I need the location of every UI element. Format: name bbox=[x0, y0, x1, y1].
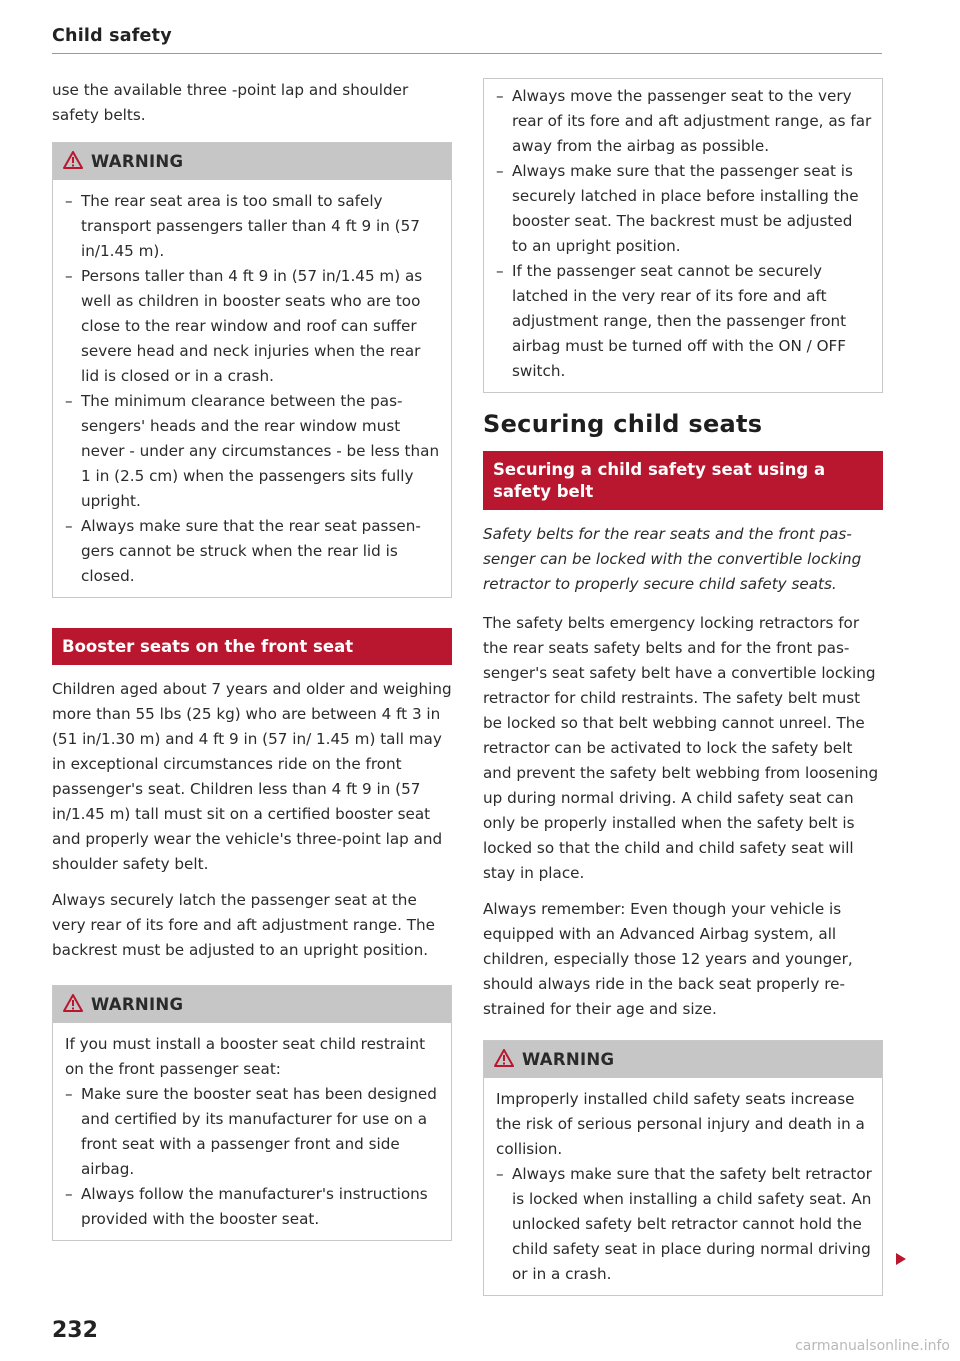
warning-triangle-icon bbox=[494, 1043, 514, 1080]
left-intro-paragraph: use the available three -point lap and shoulder safety belts. bbox=[52, 81, 409, 124]
warning-label: WARNING bbox=[91, 152, 184, 171]
warning-label: WARNING bbox=[522, 1050, 615, 1069]
retractor-paragraph: The safety belts emergency locking retractors for the rear seats safety belts and for the front passenger's seat safety belt have a convertible locking retractor for child restraints. The safety belt must be locked so that belt webbing cannot unreel. The retractor can be activated to lock the safety belt and prevent the safety belt webbing from loosening up during normal driving. A child safety seat can only be properly installed when the safety belt is locked so that the child and child safety seat will stay in place. bbox=[483, 614, 879, 882]
warning-box-continued bbox=[483, 78, 883, 393]
warning-item: – The rear seat area is too small to safely transport passengers taller than 4 ft 9 in (57 in/1.45 m). bbox=[65, 192, 420, 260]
warning-item: – Make sure the booster seat has been designed and certified by its manufacturer for use on a front seat with a passenger front and side airbag. bbox=[65, 1085, 437, 1178]
sub-heading-safety-belt: Securing a child safety seat using a safety belt bbox=[483, 451, 883, 510]
warning-intro: Improperly installed child safety seats increase the risk of serious personal injury and death in a collision. bbox=[496, 1090, 865, 1158]
warning-item: – Always move the passenger seat to the very rear of its fore and aft adjustment range, as far away from the airbag as possible. bbox=[496, 87, 872, 155]
right-column bbox=[483, 78, 883, 1318]
warning-body bbox=[484, 1078, 882, 1295]
warning-box-rear-seat bbox=[52, 142, 452, 598]
warning-item: – Always make sure that the rear seat passengers cannot be struck when the rear lid is closed. bbox=[65, 517, 421, 585]
warning-body bbox=[53, 180, 451, 597]
warning-item: – If the passenger seat cannot be securely latched in the very rear of its fore and aft adjustment range, then the passenger front airbag must be turned off with the ON / OFF switch. bbox=[496, 262, 847, 380]
page-header bbox=[52, 26, 882, 46]
header-title: Child safety bbox=[52, 26, 172, 46]
section-heading-booster-seats: Booster seats on the front seat bbox=[52, 628, 452, 665]
booster-paragraph-1: Children aged about 7 years and older and weighing more than 55 lbs (25 kg) who are between 4 ft 3 in (51 in/1.30 m) and 4 ft 9 in (57 in/ 1.45 m) tall may in exceptional circumstances ride on the front passenger's seat. Children less than 4 ft 9 in (57 in/1.45 m) tall must sit on a certified booster seat and properly wear the vehicle's three-point lap and shoulder safety belt. bbox=[52, 680, 452, 873]
warning-header bbox=[53, 143, 451, 180]
header-divider bbox=[52, 53, 882, 54]
warning-body bbox=[53, 1023, 451, 1240]
warning-triangle-icon bbox=[63, 988, 83, 1025]
remember-paragraph: Always remember: Even though your vehicle is equipped with an Advanced Airbag system, all children, especially those 12 years and younger, should always ride in the back seat properly restrained for their age and size. bbox=[483, 900, 853, 1018]
warning-item: – Always make sure that the safety belt retractor is locked when installing a child safety seat. An unlocked safety belt retractor cannot hold the child safety seat in place during normal driving or in a crash. bbox=[496, 1165, 872, 1283]
warning-label: WARNING bbox=[91, 995, 184, 1014]
warning-triangle-icon bbox=[63, 145, 83, 182]
page-number: 232 bbox=[52, 1318, 98, 1343]
watermark: carmanualsonline.info bbox=[795, 1338, 950, 1354]
italic-intro: Safety belts for the rear seats and the front passenger can be locked with the convertible locking retractor to properly secure child safety seats. bbox=[483, 525, 862, 593]
warning-box-installation bbox=[483, 1040, 883, 1296]
main-heading-securing-child-seats: Securing child seats bbox=[483, 410, 763, 438]
warning-item: – Always follow the manufacturer's instructions provided with the booster seat. bbox=[65, 1185, 428, 1228]
warning-intro: If you must install a booster seat child restraint on the front passenger seat: bbox=[65, 1035, 426, 1078]
warning-box-booster-seat bbox=[52, 985, 452, 1241]
booster-paragraph-2: Always securely latch the passenger seat at the very rear of its fore and aft adjustment range. The backrest must be adjusted to an upright position. bbox=[52, 891, 435, 959]
warning-item: – Always make sure that the passenger seat is securely latched in place before installing the booster seat. The backrest must be adjusted to an upright position. bbox=[496, 162, 859, 255]
continue-arrow-icon bbox=[895, 1251, 907, 1270]
warning-body bbox=[484, 79, 882, 392]
warning-item: – Persons taller than 4 ft 9 in (57 in/1.45 m) as well as children in booster seats who are too close to the rear window and roof can suffer severe head and neck injuries when the rear lid is closed or in a crash. bbox=[65, 267, 423, 385]
warning-header bbox=[53, 986, 451, 1023]
warning-header bbox=[484, 1041, 882, 1078]
left-column bbox=[52, 78, 452, 1263]
warning-item: – The minimum clearance between the passengers' heads and the rear window must never - under any circumstances - be less than 1 in (2.5 cm) when the passengers sits fully upright. bbox=[65, 392, 440, 510]
